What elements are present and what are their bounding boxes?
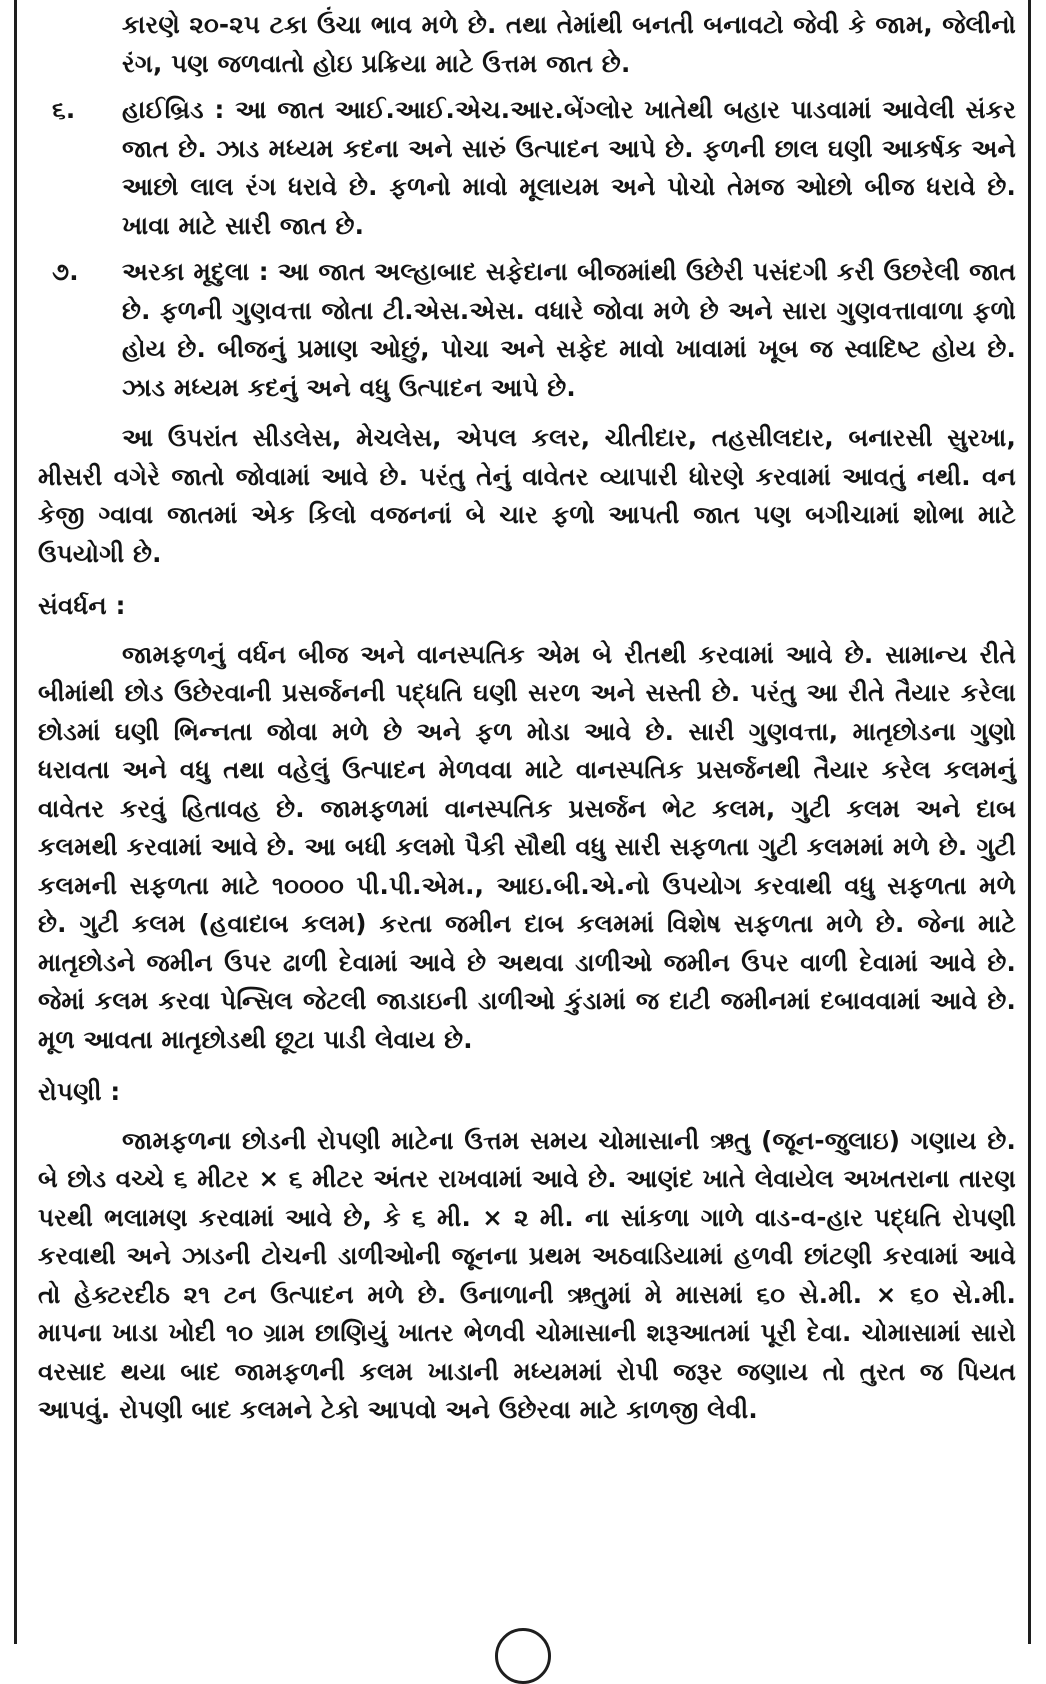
page-body — [38, 6, 1016, 1430]
page-number-circle — [495, 1628, 551, 1684]
intro-continuation: કારણે ૨૦-૨૫ ટકા ઉંચા ભાવ મળે છે. તથા તેમાંથી બનતી બનાવટો જેવી કે જામ, જેલીનો રંગ, પણ જળવાતો હોઇ પ્રક્રિયા માટે ઉત્તમ જાત છે. — [122, 10, 1016, 78]
variety-item-hybrid — [38, 91, 1016, 245]
propagation-paragraph: જામફળનું વર્ધન બીજ અને વાનસ્પતિક એમ બે રીતથી કરવામાં આવે છે. સામાન્ય રીતે બીમાંથી છોડ ઉછેરવાની પ્રસર્જનની પદ્ધતિ ઘણી સરળ અને સસ્તી છે. પરંતુ આ રીતે તૈયાર કરેલા છોડમાં ઘણી ભિન્નતા જોવા મળે છે અને ફળ મોડા આવે છે. સારી ગુણવત્તા, માતૃછોડના ગુણો ધરાવતા અને વધુ તથા વહેલું ઉત્પાદન મેળવવા માટે વાનસ્પતિક પ્રસર્જનથી તૈયાર કરેલ કલમનું વાવેતર કરવું હિતાવહ છે. જામફળમાં વાનસ્પતિક પ્રસર્જન ભેટ કલમ, ગુટી કલમ અને દાબ કલમથી કરવામાં આવે છે. આ બધી કલમો પૈકી સૌથી વધુ સારી સફળતા ગુટી કલમમાં મળે છે. ગુટી કલમની સફળતા માટે ૧૦૦૦૦ પી.પી.એમ., આઇ.બી.એ.નો ઉપયોગ કરવાથી વધુ સફળતા મળે છે. ગુટી કલમ (હવાદાબ કલમ) કરતા જમીન દાબ કલમમાં વિશેષ સફળતા મળે છે. જેના માટે માતૃછોડને જમીન ઉપર ઢાળી દેવામાં આવે છે અથવા ડાળીઓ જમીન ઉપર વાળી દેવામાં આવે છે. જેમાં કલમ કરવા પેન્સિલ જેટલી જાડાઇની ડાળીઓ કુંડામાં જ દાટી જમીનમાં દબાવવામાં આવે છે. મૂળ આવતા માતૃછોડથી છૂટા પાડી લેવાય છે. — [38, 639, 1016, 1054]
propagation-heading: સંવર્ધન : — [38, 591, 126, 620]
variety-name: અરકા મૃદુલા : — [122, 257, 269, 286]
planting-heading: રોપણી : — [38, 1077, 121, 1106]
variety-name: હાઈબ્રિડ : — [122, 95, 225, 124]
left-border-line — [14, 0, 17, 1644]
planting-paragraph: જામફળના છોડની રોપણી માટેના ઉત્તમ સમય ચોમાસાની ઋતુ (જૂન-જુલાઇ) ગણાય છે. બે છોડ વચ્ચે ૬ મીટર × ૬ મીટર અંતર રાખવામાં આવે છે. આણંદ ખાતે લેવાયેલ અખતરાના તારણ પરથી ભલામણ કરવામાં આવે છે, કે ૬ મી. × ૨ મી. ના સાંકળા ગાળે વાડ-વ-હાર પદ્ધતિ રોપણી કરવાથી અને ઝાડની ટોચની ડાળીઓની જૂનના પ્રથમ અઠવાડિયામાં હળવી છાંટણી કરવામાં આવે તો હેક્ટરદીઠ ૨૧ ટન ઉત્પાદન મળે છે. ઉનાળાની ઋતુમાં મે માસમાં ૬૦ સે.મી. × ૬૦ સે.મી. માપના ખાડા ખોદી ૧૦ ગ્રામ છાણિયું ખાતર ભેળવી ચોમાસાની શરૂઆતમાં પૂરી દેવા. ચોમાસામાં સારો વરસાદ થયા બાદ જામફળની કલમ ખાડાની મધ્યમમાં રોપી જરૂર જણાય તો તુરત જ પિયત આપવું. રોપણી બાદ કલમને ટેકો આપવો અને ઉછેરવા માટે કાળજી લેવી. — [38, 1125, 1016, 1424]
variety-description: આ જાત આઈ.આઈ.એચ.આર.બેંગ્લોર ખાતેથી બહાર પાડવામાં આવેલી સંકર જાત છે. ઝાડ મધ્યમ કદના અને સારું ઉત્પાદન આપે છે. ફળની છાલ ઘણી આકર્ષક અને આછો લાલ રંગ ધરાવે છે. ફળનો માવો મૂલાયમ અને પોચો તેમજ ઓછો બીજ ધરાવે છે. ખાવા માટે સારી જાત છે. — [122, 95, 1016, 240]
variety-number: ૬. — [52, 95, 76, 124]
variety-number: ૭. — [52, 257, 79, 286]
variety-item-arka-mridula — [38, 253, 1016, 407]
other-varieties-paragraph: આ ઉપરાંત સીડલેસ, મેચલેસ, એપલ કલર, ચીતીદાર, તહસીલદાર, બનારસી સુરખા, મીસરી વગેરે જાતો જોવામાં આવે છે. પરંતુ તેનું વાવેતર વ્યાપારી ધોરણે કરવામાં આવતું નથી. વન કેજી ગ્વાવા જાતમાં એક કિલો વજનનાં બે ચાર ફળો આપતી જાત પણ બગીચામાં શોભા માટે ઉપયોગી છે. — [38, 423, 1016, 568]
variety-description: આ જાત અલ્હાબાદ સફેદાના બીજમાંથી ઉછેરી પસંદગી કરી ઉછરેલી જાત છે. ફળની ગુણવત્તા જોતા ટી.એસ.એસ. વધારે જોવા મળે છે અને સારા ગુણવત્તાવાળા ફળો હોય છે. બીજનું પ્રમાણ ઓછું, પોચા અને સફેદ માવો ખાવામાં ખૂબ જ સ્વાદિષ્ટ હોય છે. ઝાડ મધ્યમ કદનું અને વધુ ઉત્પાદન આપે છે. — [122, 257, 1016, 402]
right-border-line — [1028, 0, 1031, 1644]
